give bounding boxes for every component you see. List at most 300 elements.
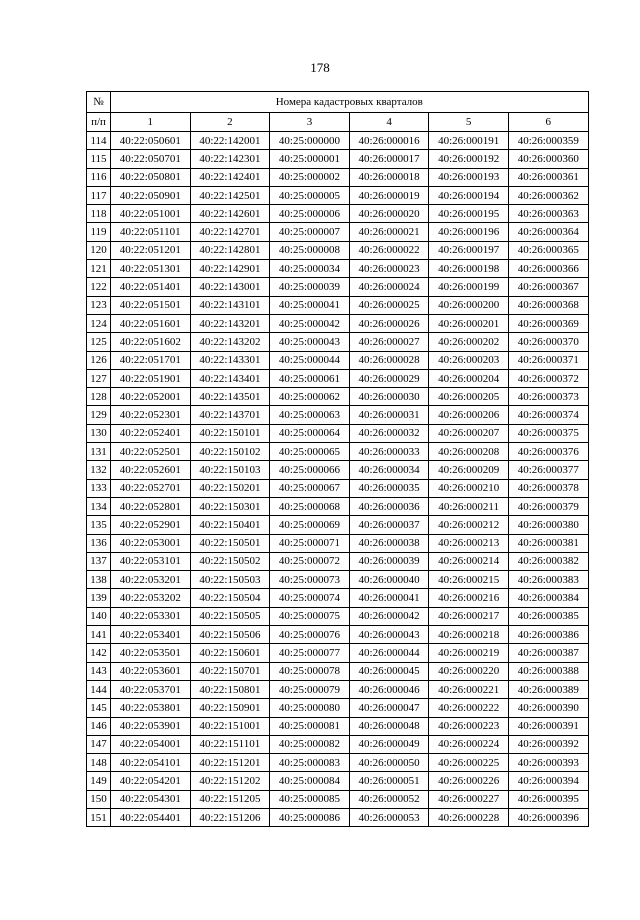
cadastral-number-cell: 40:22:051201 <box>111 241 191 259</box>
cadastral-number-cell: 40:22:151202 <box>190 772 270 790</box>
cadastral-number-cell: 40:26:000203 <box>429 351 509 369</box>
cadastral-number-cell: 40:22:150501 <box>190 534 270 552</box>
cadastral-number-cell: 40:26:000207 <box>429 424 509 442</box>
cadastral-number-cell: 40:26:000211 <box>429 497 509 515</box>
cadastral-number-cell: 40:22:053801 <box>111 699 191 717</box>
row-number-cell: 139 <box>87 589 111 607</box>
cadastral-number-cell: 40:26:000371 <box>508 351 588 369</box>
cadastral-number-cell: 40:22:052701 <box>111 479 191 497</box>
cadastral-number-cell: 40:22:054001 <box>111 735 191 753</box>
row-number-cell: 138 <box>87 571 111 589</box>
cadastral-number-cell: 40:26:000031 <box>349 406 429 424</box>
cadastral-number-cell: 40:22:150201 <box>190 479 270 497</box>
cadastral-number-cell: 40:22:142801 <box>190 241 270 259</box>
cadastral-number-cell: 40:26:000037 <box>349 516 429 534</box>
cadastral-number-cell: 40:22:150102 <box>190 443 270 461</box>
cadastral-number-cell: 40:26:000016 <box>349 132 429 150</box>
cadastral-number-cell: 40:26:000369 <box>508 314 588 332</box>
cadastral-number-cell: 40:22:150701 <box>190 662 270 680</box>
cadastral-number-cell: 40:22:053201 <box>111 571 191 589</box>
cadastral-number-cell: 40:26:000359 <box>508 132 588 150</box>
cadastral-number-cell: 40:26:000393 <box>508 754 588 772</box>
cadastral-number-cell: 40:22:143101 <box>190 296 270 314</box>
row-number-cell: 122 <box>87 278 111 296</box>
cadastral-number-cell: 40:22:150401 <box>190 516 270 534</box>
cadastral-number-cell: 40:25:000082 <box>270 735 350 753</box>
cadastral-number-cell: 40:26:000226 <box>429 772 509 790</box>
cadastral-number-cell: 40:26:000048 <box>349 717 429 735</box>
row-number-cell: 128 <box>87 388 111 406</box>
cadastral-number-cell: 40:26:000033 <box>349 443 429 461</box>
cadastral-number-cell: 40:26:000044 <box>349 644 429 662</box>
cadastral-number-cell: 40:26:000209 <box>429 461 509 479</box>
table-row <box>87 662 589 680</box>
row-number-cell: 129 <box>87 406 111 424</box>
cadastral-number-cell: 40:26:000018 <box>349 168 429 186</box>
cadastral-number-cell: 40:22:143501 <box>190 388 270 406</box>
cadastral-number-cell: 40:26:000022 <box>349 241 429 259</box>
cadastral-number-cell: 40:26:000029 <box>349 369 429 387</box>
table-row <box>87 461 589 479</box>
cadastral-number-cell: 40:26:000392 <box>508 735 588 753</box>
row-number-cell: 114 <box>87 132 111 150</box>
row-number-cell: 133 <box>87 479 111 497</box>
row-number-cell: 132 <box>87 461 111 479</box>
cadastral-number-cell: 40:22:052601 <box>111 461 191 479</box>
cadastral-number-cell: 40:26:000373 <box>508 388 588 406</box>
cadastral-number-cell: 40:26:000370 <box>508 333 588 351</box>
cadastral-number-cell: 40:26:000041 <box>349 589 429 607</box>
cadastral-number-cell: 40:26:000385 <box>508 607 588 625</box>
cadastral-number-cell: 40:26:000043 <box>349 626 429 644</box>
cadastral-number-cell: 40:25:000006 <box>270 205 350 223</box>
cadastral-number-cell: 40:22:142501 <box>190 186 270 204</box>
cadastral-number-cell: 40:26:000221 <box>429 680 509 698</box>
num-header: № <box>87 92 111 113</box>
cadastral-number-cell: 40:26:000380 <box>508 516 588 534</box>
cadastral-number-cell: 40:22:052501 <box>111 443 191 461</box>
cadastral-number-cell: 40:22:053001 <box>111 534 191 552</box>
cadastral-number-cell: 40:26:000192 <box>429 150 509 168</box>
table-row <box>87 479 589 497</box>
cadastral-number-cell: 40:26:000052 <box>349 790 429 808</box>
cadastral-number-cell: 40:26:000024 <box>349 278 429 296</box>
cadastral-number-cell: 40:26:000388 <box>508 662 588 680</box>
cadastral-number-cell: 40:22:142701 <box>190 223 270 241</box>
cadastral-number-cell: 40:26:000217 <box>429 607 509 625</box>
table-row <box>87 680 589 698</box>
row-number-cell: 124 <box>87 314 111 332</box>
table-row <box>87 534 589 552</box>
cadastral-number-cell: 40:22:143001 <box>190 278 270 296</box>
row-number-cell: 137 <box>87 552 111 570</box>
cadastral-number-cell: 40:25:000065 <box>270 443 350 461</box>
row-number-cell: 142 <box>87 644 111 662</box>
column-header-2: 2 <box>190 113 270 132</box>
cadastral-number-cell: 40:22:143201 <box>190 314 270 332</box>
cadastral-number-cell: 40:22:054401 <box>111 808 191 826</box>
cadastral-number-cell: 40:25:000007 <box>270 223 350 241</box>
row-number-cell: 115 <box>87 150 111 168</box>
cadastral-number-cell: 40:25:000069 <box>270 516 350 534</box>
cadastral-number-cell: 40:22:151205 <box>190 790 270 808</box>
cadastral-number-cell: 40:25:000000 <box>270 132 350 150</box>
cadastral-number-cell: 40:26:000195 <box>429 205 509 223</box>
cadastral-number-cell: 40:26:000201 <box>429 314 509 332</box>
cadastral-number-cell: 40:22:151001 <box>190 717 270 735</box>
cadastral-number-cell: 40:25:000068 <box>270 497 350 515</box>
cadastral-number-cell: 40:26:000040 <box>349 571 429 589</box>
table-row <box>87 772 589 790</box>
cadastral-number-cell: 40:22:054201 <box>111 772 191 790</box>
cadastral-number-cell: 40:22:051601 <box>111 314 191 332</box>
cadastral-number-cell: 40:25:000072 <box>270 552 350 570</box>
cadastral-number-cell: 40:22:050801 <box>111 168 191 186</box>
row-number-cell: 117 <box>87 186 111 204</box>
cadastral-number-cell: 40:25:000064 <box>270 424 350 442</box>
cadastral-number-cell: 40:26:000028 <box>349 351 429 369</box>
cadastral-number-cell: 40:26:000223 <box>429 717 509 735</box>
table-row <box>87 644 589 662</box>
cadastral-number-cell: 40:22:051901 <box>111 369 191 387</box>
cadastral-number-cell: 40:25:000063 <box>270 406 350 424</box>
cadastral-number-cell: 40:22:051301 <box>111 260 191 278</box>
table-row <box>87 626 589 644</box>
table-row <box>87 314 589 332</box>
column-header-1: 1 <box>111 113 191 132</box>
row-number-cell: 150 <box>87 790 111 808</box>
cadastral-number-cell: 40:26:000372 <box>508 369 588 387</box>
row-number-cell: 131 <box>87 443 111 461</box>
cadastral-number-cell: 40:22:150103 <box>190 461 270 479</box>
cadastral-number-cell: 40:22:052001 <box>111 388 191 406</box>
cadastral-number-cell: 40:25:000074 <box>270 589 350 607</box>
cadastral-number-cell: 40:26:000049 <box>349 735 429 753</box>
cadastral-number-cell: 40:25:000039 <box>270 278 350 296</box>
group-header: Номера кадастровых кварталов <box>111 92 589 113</box>
cadastral-number-cell: 40:26:000363 <box>508 205 588 223</box>
row-number-cell: 136 <box>87 534 111 552</box>
cadastral-number-cell: 40:25:000085 <box>270 790 350 808</box>
row-number-cell: 141 <box>87 626 111 644</box>
cadastral-number-cell: 40:22:150301 <box>190 497 270 515</box>
cadastral-number-cell: 40:22:150901 <box>190 699 270 717</box>
cadastral-number-cell: 40:26:000026 <box>349 314 429 332</box>
cadastral-number-cell: 40:22:052901 <box>111 516 191 534</box>
cadastral-number-cell: 40:22:051001 <box>111 205 191 223</box>
cadastral-number-cell: 40:26:000030 <box>349 388 429 406</box>
cadastral-number-cell: 40:26:000213 <box>429 534 509 552</box>
table-row <box>87 241 589 259</box>
cadastral-number-cell: 40:22:053202 <box>111 589 191 607</box>
cadastral-number-cell: 40:26:000387 <box>508 644 588 662</box>
cadastral-number-cell: 40:25:000034 <box>270 260 350 278</box>
cadastral-number-cell: 40:25:000077 <box>270 644 350 662</box>
row-number-cell: 145 <box>87 699 111 717</box>
pp-header: п/п <box>87 113 111 132</box>
cadastral-number-cell: 40:25:000083 <box>270 754 350 772</box>
cadastral-number-cell: 40:26:000224 <box>429 735 509 753</box>
cadastral-number-cell: 40:25:000001 <box>270 150 350 168</box>
cadastral-number-cell: 40:22:150502 <box>190 552 270 570</box>
cadastral-number-cell: 40:25:000043 <box>270 333 350 351</box>
row-number-cell: 134 <box>87 497 111 515</box>
column-header-3: 3 <box>270 113 350 132</box>
cadastral-number-cell: 40:22:052401 <box>111 424 191 442</box>
cadastral-number-cell: 40:25:000075 <box>270 607 350 625</box>
cadastral-number-cell: 40:26:000378 <box>508 479 588 497</box>
cadastral-number-cell: 40:26:000206 <box>429 406 509 424</box>
cadastral-number-cell: 40:22:142401 <box>190 168 270 186</box>
cadastral-number-cell: 40:26:000362 <box>508 186 588 204</box>
cadastral-number-cell: 40:25:000002 <box>270 168 350 186</box>
table-row <box>87 132 589 150</box>
cadastral-number-cell: 40:26:000364 <box>508 223 588 241</box>
cadastral-number-cell: 40:25:000071 <box>270 534 350 552</box>
cadastral-number-cell: 40:26:000376 <box>508 443 588 461</box>
table-row <box>87 205 589 223</box>
cadastral-number-cell: 40:22:151101 <box>190 735 270 753</box>
cadastral-number-cell: 40:22:054301 <box>111 790 191 808</box>
cadastral-number-cell: 40:26:000036 <box>349 497 429 515</box>
cadastral-number-cell: 40:26:000208 <box>429 443 509 461</box>
cadastral-number-cell: 40:25:000044 <box>270 351 350 369</box>
cadastral-number-cell: 40:22:053501 <box>111 644 191 662</box>
cadastral-number-cell: 40:26:000202 <box>429 333 509 351</box>
cadastral-number-cell: 40:22:053901 <box>111 717 191 735</box>
cadastral-number-cell: 40:26:000394 <box>508 772 588 790</box>
cadastral-number-cell: 40:22:050601 <box>111 132 191 150</box>
cadastral-number-cell: 40:26:000216 <box>429 589 509 607</box>
cadastral-number-cell: 40:25:000066 <box>270 461 350 479</box>
cadastral-number-cell: 40:26:000361 <box>508 168 588 186</box>
cadastral-number-cell: 40:26:000381 <box>508 534 588 552</box>
cadastral-number-cell: 40:26:000390 <box>508 699 588 717</box>
table-row <box>87 260 589 278</box>
table-row <box>87 552 589 570</box>
cadastral-number-cell: 40:26:000050 <box>349 754 429 772</box>
row-number-cell: 118 <box>87 205 111 223</box>
cadastral-number-cell: 40:22:050901 <box>111 186 191 204</box>
cadastral-quarters-table <box>86 91 589 827</box>
cadastral-number-cell: 40:25:000041 <box>270 296 350 314</box>
cadastral-number-cell: 40:26:000225 <box>429 754 509 772</box>
table-row <box>87 369 589 387</box>
cadastral-number-cell: 40:22:150504 <box>190 589 270 607</box>
cadastral-number-cell: 40:26:000222 <box>429 699 509 717</box>
table-row <box>87 571 589 589</box>
cadastral-number-cell: 40:22:053601 <box>111 662 191 680</box>
cadastral-number-cell: 40:26:000200 <box>429 296 509 314</box>
row-number-cell: 127 <box>87 369 111 387</box>
cadastral-number-cell: 40:26:000034 <box>349 461 429 479</box>
cadastral-number-cell: 40:22:143401 <box>190 369 270 387</box>
cadastral-number-cell: 40:26:000395 <box>508 790 588 808</box>
cadastral-number-cell: 40:26:000047 <box>349 699 429 717</box>
table-row <box>87 699 589 717</box>
cadastral-number-cell: 40:22:150601 <box>190 644 270 662</box>
cadastral-number-cell: 40:26:000045 <box>349 662 429 680</box>
cadastral-number-cell: 40:26:000212 <box>429 516 509 534</box>
table-subheader-row <box>87 113 589 132</box>
table-row <box>87 516 589 534</box>
cadastral-number-cell: 40:22:142901 <box>190 260 270 278</box>
cadastral-number-cell: 40:22:150101 <box>190 424 270 442</box>
table-row <box>87 754 589 772</box>
table-row <box>87 388 589 406</box>
table-row <box>87 296 589 314</box>
cadastral-number-cell: 40:25:000042 <box>270 314 350 332</box>
cadastral-number-cell: 40:22:151201 <box>190 754 270 772</box>
row-number-cell: 151 <box>87 808 111 826</box>
table-row <box>87 223 589 241</box>
table-row <box>87 808 589 826</box>
cadastral-number-cell: 40:22:143701 <box>190 406 270 424</box>
cadastral-number-cell: 40:26:000196 <box>429 223 509 241</box>
cadastral-number-cell: 40:26:000383 <box>508 571 588 589</box>
row-number-cell: 121 <box>87 260 111 278</box>
column-header-5: 5 <box>429 113 509 132</box>
cadastral-number-cell: 40:26:000019 <box>349 186 429 204</box>
cadastral-number-cell: 40:25:000062 <box>270 388 350 406</box>
cadastral-number-cell: 40:22:051401 <box>111 278 191 296</box>
column-header-6: 6 <box>508 113 588 132</box>
cadastral-number-cell: 40:26:000228 <box>429 808 509 826</box>
cadastral-number-cell: 40:26:000042 <box>349 607 429 625</box>
cadastral-number-cell: 40:22:150801 <box>190 680 270 698</box>
cadastral-number-cell: 40:26:000020 <box>349 205 429 223</box>
table-header-row <box>87 92 589 113</box>
cadastral-number-cell: 40:25:000084 <box>270 772 350 790</box>
cadastral-number-cell: 40:26:000374 <box>508 406 588 424</box>
row-number-cell: 125 <box>87 333 111 351</box>
row-number-cell: 126 <box>87 351 111 369</box>
cadastral-number-cell: 40:22:053701 <box>111 680 191 698</box>
cadastral-number-cell: 40:26:000396 <box>508 808 588 826</box>
table-row <box>87 150 589 168</box>
cadastral-number-cell: 40:26:000382 <box>508 552 588 570</box>
cadastral-number-cell: 40:26:000027 <box>349 333 429 351</box>
cadastral-number-cell: 40:26:000365 <box>508 241 588 259</box>
cadastral-number-cell: 40:26:000360 <box>508 150 588 168</box>
cadastral-number-cell: 40:26:000389 <box>508 680 588 698</box>
cadastral-number-cell: 40:22:052801 <box>111 497 191 515</box>
row-number-cell: 146 <box>87 717 111 735</box>
cadastral-number-cell: 40:22:051101 <box>111 223 191 241</box>
table-row <box>87 735 589 753</box>
cadastral-number-cell: 40:25:000061 <box>270 369 350 387</box>
cadastral-number-cell: 40:26:000046 <box>349 680 429 698</box>
cadastral-number-cell: 40:26:000038 <box>349 534 429 552</box>
cadastral-number-cell: 40:26:000377 <box>508 461 588 479</box>
cadastral-number-cell: 40:25:000076 <box>270 626 350 644</box>
cadastral-number-cell: 40:25:000086 <box>270 808 350 826</box>
row-number-cell: 120 <box>87 241 111 259</box>
cadastral-number-cell: 40:26:000368 <box>508 296 588 314</box>
cadastral-number-cell: 40:26:000035 <box>349 479 429 497</box>
cadastral-number-cell: 40:26:000227 <box>429 790 509 808</box>
cadastral-number-cell: 40:26:000032 <box>349 424 429 442</box>
cadastral-number-cell: 40:25:000005 <box>270 186 350 204</box>
cadastral-number-cell: 40:26:000025 <box>349 296 429 314</box>
cadastral-number-cell: 40:26:000023 <box>349 260 429 278</box>
table-row <box>87 333 589 351</box>
cadastral-number-cell: 40:26:000198 <box>429 260 509 278</box>
table-row <box>87 443 589 461</box>
cadastral-number-cell: 40:26:000366 <box>508 260 588 278</box>
cadastral-number-cell: 40:22:051501 <box>111 296 191 314</box>
cadastral-number-cell: 40:25:000078 <box>270 662 350 680</box>
table-row <box>87 278 589 296</box>
cadastral-number-cell: 40:26:000218 <box>429 626 509 644</box>
row-number-cell: 143 <box>87 662 111 680</box>
cadastral-number-cell: 40:22:054101 <box>111 754 191 772</box>
cadastral-number-cell: 40:26:000039 <box>349 552 429 570</box>
cadastral-number-cell: 40:22:142601 <box>190 205 270 223</box>
cadastral-number-cell: 40:26:000384 <box>508 589 588 607</box>
cadastral-number-cell: 40:22:053101 <box>111 552 191 570</box>
cadastral-number-cell: 40:26:000214 <box>429 552 509 570</box>
row-number-cell: 135 <box>87 516 111 534</box>
cadastral-number-cell: 40:22:150506 <box>190 626 270 644</box>
cadastral-number-cell: 40:22:051602 <box>111 333 191 351</box>
cadastral-number-cell: 40:26:000021 <box>349 223 429 241</box>
row-number-cell: 140 <box>87 607 111 625</box>
cadastral-number-cell: 40:22:143301 <box>190 351 270 369</box>
cadastral-number-cell: 40:22:051701 <box>111 351 191 369</box>
cadastral-number-cell: 40:26:000210 <box>429 479 509 497</box>
row-number-cell: 123 <box>87 296 111 314</box>
cadastral-number-cell: 40:26:000204 <box>429 369 509 387</box>
cadastral-number-cell: 40:22:053401 <box>111 626 191 644</box>
table-row <box>87 406 589 424</box>
cadastral-number-cell: 40:25:000073 <box>270 571 350 589</box>
cadastral-number-cell: 40:26:000191 <box>429 132 509 150</box>
cadastral-number-cell: 40:26:000391 <box>508 717 588 735</box>
cadastral-number-cell: 40:22:150505 <box>190 607 270 625</box>
row-number-cell: 119 <box>87 223 111 241</box>
cadastral-number-cell: 40:22:052301 <box>111 406 191 424</box>
cadastral-number-cell: 40:26:000199 <box>429 278 509 296</box>
table-row <box>87 497 589 515</box>
cadastral-number-cell: 40:26:000219 <box>429 644 509 662</box>
cadastral-number-cell: 40:22:050701 <box>111 150 191 168</box>
row-number-cell: 144 <box>87 680 111 698</box>
cadastral-number-cell: 40:26:000379 <box>508 497 588 515</box>
table-row <box>87 351 589 369</box>
cadastral-number-cell: 40:26:000215 <box>429 571 509 589</box>
cadastral-number-cell: 40:22:053301 <box>111 607 191 625</box>
cadastral-number-cell: 40:26:000053 <box>349 808 429 826</box>
cadastral-number-cell: 40:26:000375 <box>508 424 588 442</box>
column-header-4: 4 <box>349 113 429 132</box>
row-number-cell: 130 <box>87 424 111 442</box>
table-row <box>87 607 589 625</box>
cadastral-number-cell: 40:26:000017 <box>349 150 429 168</box>
table-body <box>87 132 589 827</box>
cadastral-number-cell: 40:26:000197 <box>429 241 509 259</box>
cadastral-number-cell: 40:26:000051 <box>349 772 429 790</box>
cadastral-number-cell: 40:22:151206 <box>190 808 270 826</box>
cadastral-number-cell: 40:26:000205 <box>429 388 509 406</box>
table-row <box>87 168 589 186</box>
row-number-cell: 147 <box>87 735 111 753</box>
table-row <box>87 424 589 442</box>
table-row <box>87 589 589 607</box>
table-row <box>87 186 589 204</box>
table-row <box>87 790 589 808</box>
cadastral-number-cell: 40:26:000367 <box>508 278 588 296</box>
